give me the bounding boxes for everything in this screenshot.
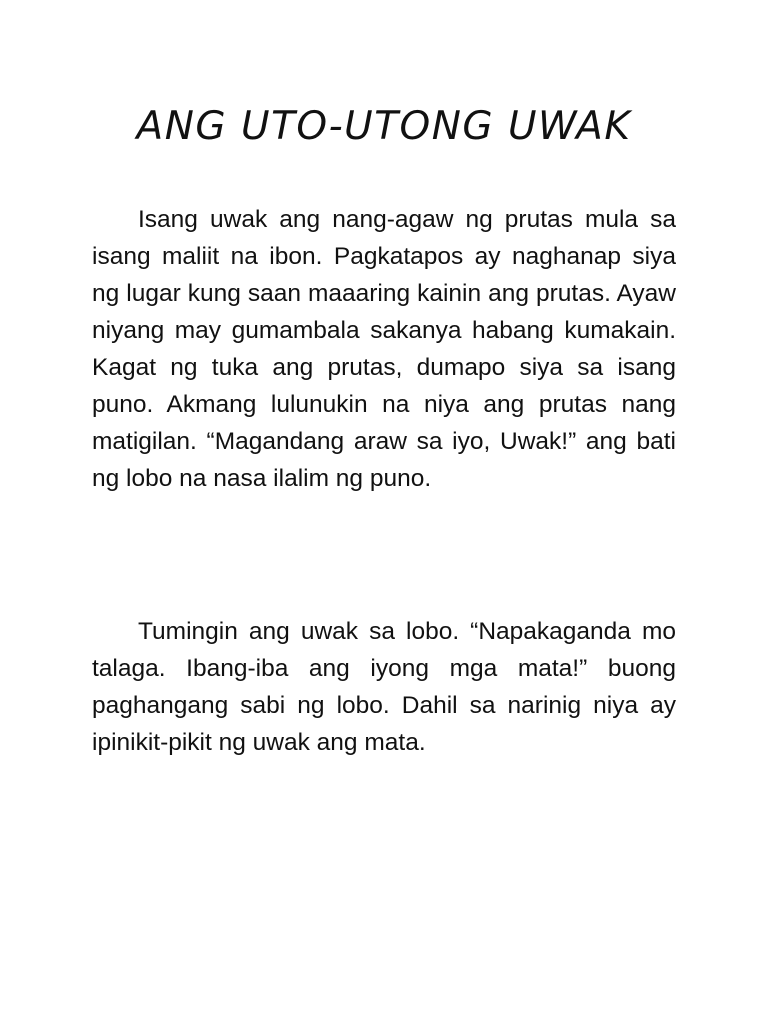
paragraph-2: Tumingin ang uwak sa lobo. “Napakaganda mo talaga. Ibang-iba ang iyong mga mata!” buong paghangang sabi ng lobo. Dahil sa narinig niya ay ipinikit-pikit ng uwak ang mata.: [92, 618, 676, 756]
paragraph-1: Isang uwak ang nang-agaw ng prutas mula sa isang maliit na ibon. Pagkatapos ay naghanap siya ng lugar kung saan maaaring kainin ang prutas. Ayaw niyang may gumambala sakanya habang kumakain. Kagat ng tuka ang prutas, dumapo siya sa isang puno. Akmang lulunukin na niya ang prutas nang matigilan. “Magandang araw sa iyo, Uwak!” ang bati ng lobo na nasa ilalim ng puno.: [92, 206, 676, 492]
document-title: ANG UTO-UTONG UWAK: [136, 104, 632, 149]
